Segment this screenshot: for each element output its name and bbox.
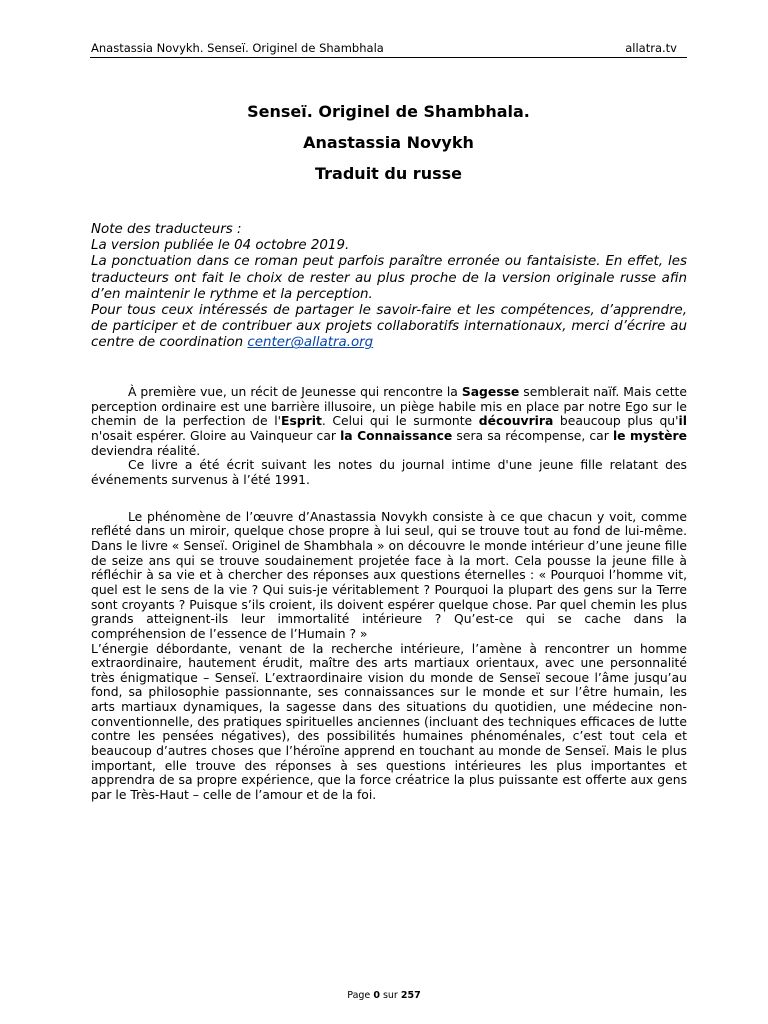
translation-note: Traduit du russe [315,164,462,183]
email-link[interactable]: center@allatra.org [247,335,374,351]
paragraph-1: À première vue, un récit de Jeunesse qui rencontre la Sagesse semblerait naïf. Mais cette perception ordinaire est une barrière illusoire, un piège habile mis en place par notre Ego sur le chemin de la perfection de l'Esprit. Celui qui le surmonte découvrira beaucoup plus qu'il n'osait espérer. Gloire au Vainqueur car la Connaissance sera sa récompense, car le mystère deviendra réalité. [91,385,688,458]
page-number: 0 [373,990,380,1001]
title-block [90,101,687,194]
page-footer: Page 0 sur 257 [347,990,421,1001]
paragraph-3: Le phénomène de l’œuvre d’Anastassia Novykh consiste à ce que chacun y voit, comme reflété dans un miroir, quelque chose propre à lui seul, qui se trouve tout au fond de lui-même. Dans le livre « Senseï. Originel de Shambhala » on découvre le monde intérieur d’une jeune fille de seize ans qui se trouve soudainement projetée face à la mort. Cela pousse la jeune fille à réfléchir à sa vie et à chercher des réponses aux questions éternelles : « Pourquoi l’homme vit, quel est le sens de la vie ? Qui suis-je véritablement ? Pourquoi la plupart des gens sur la Terre sont croyants ? Puisque s’ils croient, ils doivent espérer quelque chose. Par quel chemin les plus grands atteignent-ils leur immortalité intérieure ? Qu’est-ce qui se cache dans la compréhension de l’essence de l’Humain ? » [91,509,687,641]
author-name: Anastassia Novykh [303,133,474,152]
page-header [90,41,687,58]
page-total: 257 [400,990,421,1001]
header-site: allatra.tv [625,41,677,55]
note-date: La version publiée le 04 octobre 2019. [91,238,350,254]
paragraph-4: L’énergie débordante, venant de la recherche intérieure, l’amène à rencontrer un homme extraordinaire, hautement érudit, maître des arts martiaux orientaux, avec une personnalité très énigmatique – Senseï. L’extraordinaire vision du monde de Senseï secoue l’âme jusqu’au fond, sa philosophie passionnante, ses connaissances sur le monde et sur l’être humain, les arts martiaux dynamiques, la sagesse dans des situations du quotidien, une médecine non-conventionnelle, des pratiques spirituelles anciennes (incluant des techniques efficaces de lutte contre les pensées négatives), des possibilités humaines phénoménales, c’est tout cela et beaucoup d’autres choses que l’héroïne apprend en touchant au monde de Senseï. Mais le plus important, elle trouve des réponses à ses questions intérieures les plus importantes et apprendra de sa propre expérience, que la force créatrice la plus puissante est offerte aux gens par le Très-Haut – celle de l’amour et de la foi. [91,641,687,803]
translators-note [91,222,687,352]
note-heading: Note des traducteurs : [91,222,242,237]
paragraph-2: Ce livre a été écrit suivant les notes du journal intime d'une jeune fille relatant des événements survenus à l’été 1991. [91,458,687,487]
note-punctuation: La ponctuation dans ce roman peut parfois paraître erronée ou fantaisiste. En effet, les traducteurs ont fait le choix de rester au plus proche de la version originale russe afin d’en maintenir le rythme et la perception. [91,254,687,302]
body-text [91,385,687,803]
note-contact: Pour tous ceux intéressés de partager le savoir-faire et les compétences, d’apprendre, de participer et de contribuer aux projets collaboratifs internationaux, merci d’écrire au centre de coordination center@allatra.org [91,303,687,351]
book-title: Senseï. Originel de Shambhala. [247,102,530,121]
header-title: Anastassia Novykh. Senseï. Originel de Shambhala [91,41,384,55]
